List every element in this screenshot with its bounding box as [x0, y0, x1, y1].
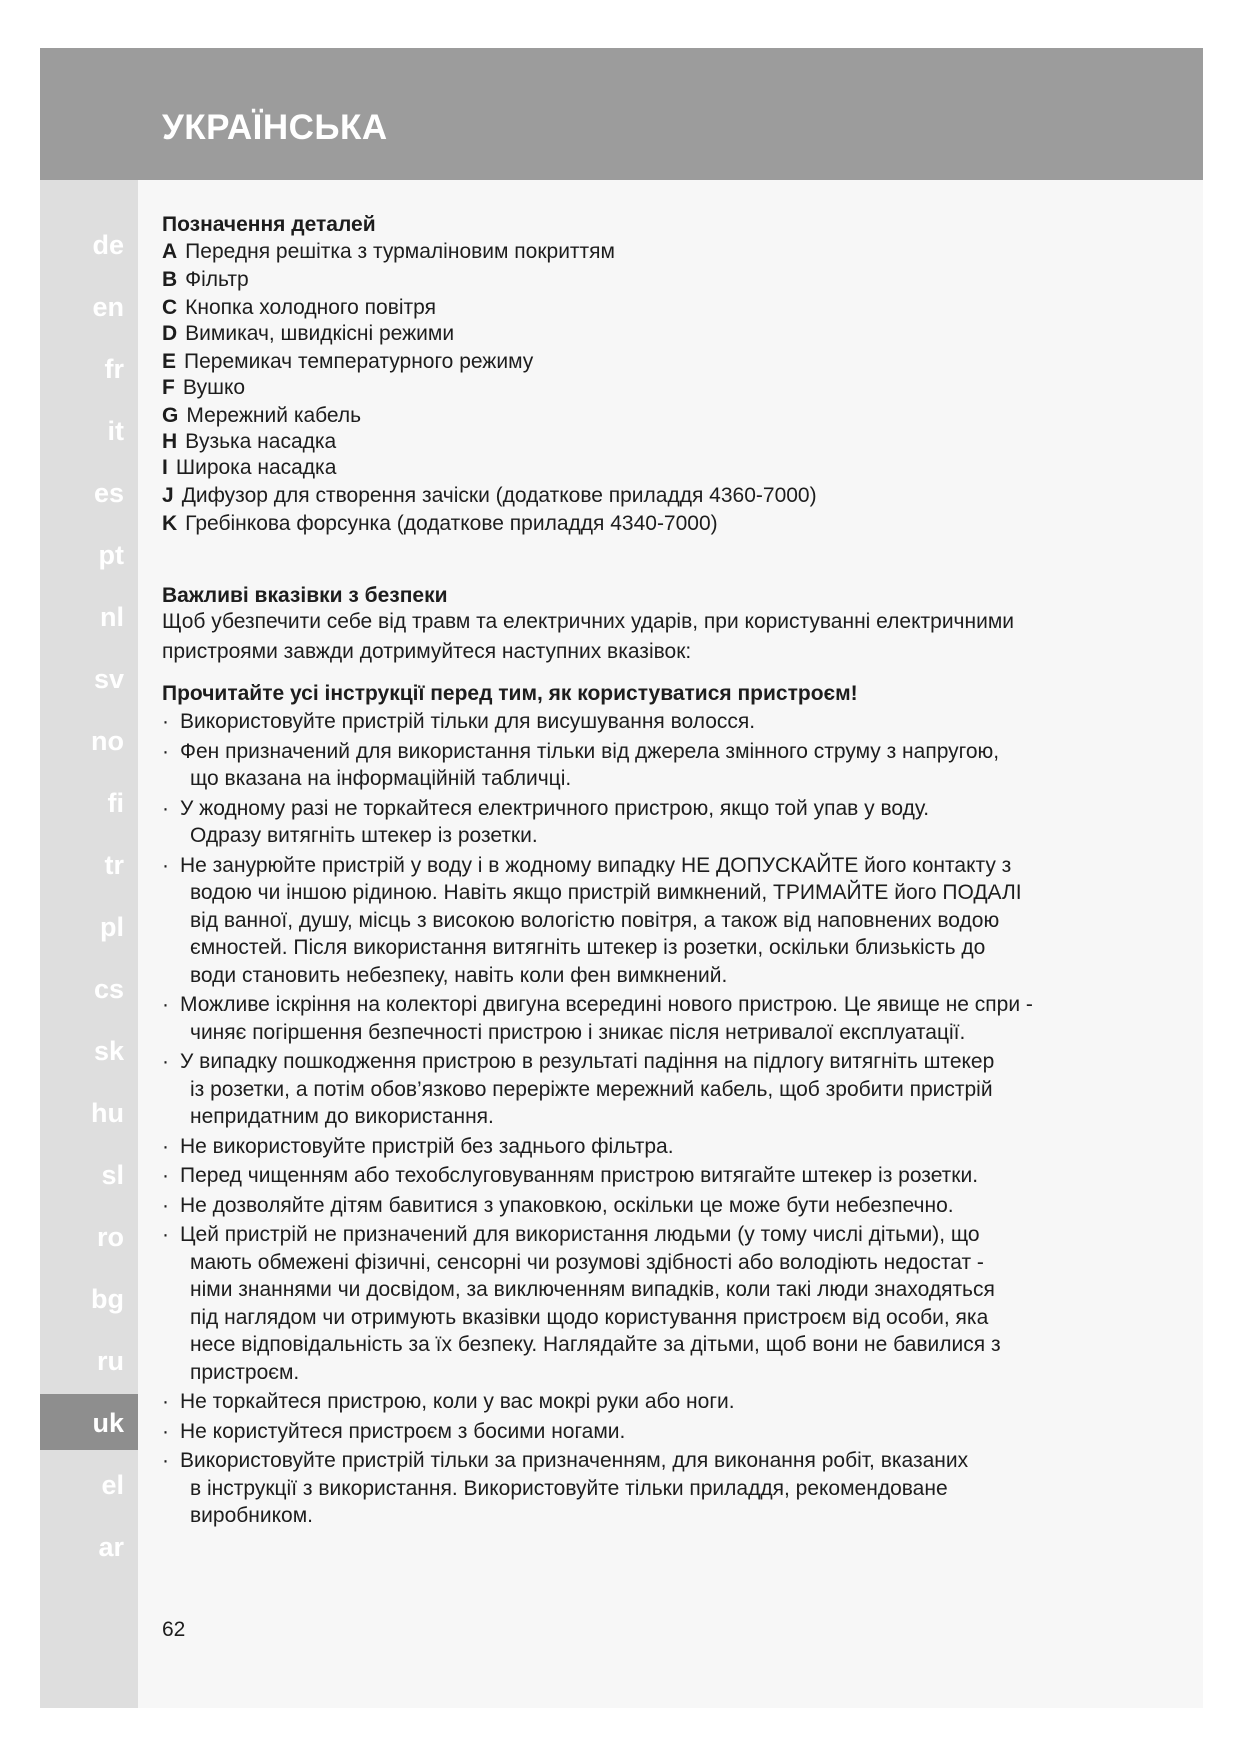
safety-intro-line: пристроями завжди дотримуйтеся наступних вказівок:: [162, 640, 692, 663]
part-item: [162, 240, 615, 264]
safety-bullet-item: [162, 854, 1011, 878]
bullet-dot: ·: [162, 1050, 169, 1073]
part-item: [162, 376, 245, 400]
part-letter: J: [162, 484, 174, 507]
safety-bullet-item: [162, 710, 755, 734]
part-label: Передня решітка з турмаліновим покриттям: [185, 240, 615, 263]
part-label: Кнопка холодного повітря: [185, 296, 436, 319]
part-letter: H: [162, 430, 178, 453]
safety-bullet-item: [162, 1164, 978, 1188]
safety-bullet-text: несе відповідальність за їх безпеку. Наглядайте за дітьми, щоб вони не бавилися з: [190, 1333, 1001, 1356]
language-tab-en[interactable]: en: [92, 292, 124, 322]
language-tab-sl[interactable]: sl: [101, 1160, 124, 1190]
safety-bullet-continuation: [190, 964, 727, 988]
part-letter: K: [162, 512, 178, 535]
bullet-dot: ·: [162, 1390, 169, 1413]
language-tab-el[interactable]: el: [101, 1470, 124, 1500]
safety-bullet-text: Не торкайтеся пристрою, коли у вас мокрі руки або ноги.: [180, 1390, 735, 1413]
bullet-dot: ·: [162, 740, 169, 763]
language-tab-fi[interactable]: fi: [107, 788, 124, 818]
bullet-dot: ·: [162, 1223, 169, 1246]
safety-bullet-text: чиняє погіршення безпечності пристрою і зникає після нетривалої експлуатації.: [190, 1021, 966, 1044]
bullet-dot: ·: [162, 710, 169, 733]
part-item: [162, 350, 533, 374]
safety-bullet-text: німи знаннями чи досвідом, за виключенням випадків, коли такі люди знаходяться: [190, 1278, 995, 1301]
bullet-dot: ·: [162, 797, 169, 820]
part-label: Мережний кабель: [186, 404, 362, 427]
safety-bullet-text: У жодному разі не торкайтеся електричного пристрою, якщо той упав у воду.: [180, 797, 930, 820]
safety-bullet-continuation: [190, 1306, 988, 1330]
part-label: Перемикач температурного режиму: [184, 350, 534, 373]
safety-bullet-item: [162, 797, 929, 821]
safety-bullet-text: ємностей. Після використання витягніть штекер із розетки, оскільки близькість до: [190, 936, 986, 959]
part-letter: B: [162, 268, 178, 291]
safety-bullet-continuation: [190, 1504, 313, 1528]
safety-bullet-continuation: [190, 936, 985, 960]
safety-bullet-continuation: [190, 1078, 993, 1102]
page-number: 62: [162, 1618, 186, 1641]
safety-bullet-continuation: [190, 1105, 494, 1129]
safety-bullet-text: водою чи іншою рідиною. Навіть якщо пристрій вимкнений, ТРИМАЙТЕ його ПОДАЛІ: [190, 881, 1022, 904]
safety-bullet-text: в інструкції з використання. Використовуйте тільки приладдя, рекомендоване: [190, 1477, 948, 1500]
part-label: Вушко: [182, 376, 246, 399]
part-item: [162, 484, 817, 508]
part-label: Вузька насадка: [185, 430, 337, 453]
safety-bullet-continuation: [190, 1333, 1001, 1357]
safety-bullet-continuation: [190, 824, 538, 848]
part-item: [162, 322, 454, 346]
safety-bullet-text: виробником.: [190, 1504, 313, 1527]
safety-subheading: Прочитайте усі інструкції перед тим, як користуватися пристроєм!: [162, 682, 858, 705]
language-tab-fr[interactable]: fr: [104, 354, 124, 384]
part-item: [162, 296, 436, 320]
safety-bullet-item: [162, 1390, 735, 1414]
language-tab-ar[interactable]: ar: [98, 1532, 124, 1562]
safety-bullet-text: непридатним до використання.: [190, 1105, 494, 1128]
parts-heading: Позначення деталей: [162, 213, 376, 236]
language-tab-pl[interactable]: pl: [100, 912, 124, 942]
language-tab-pt[interactable]: pt: [98, 540, 124, 570]
language-tab-bg[interactable]: bg: [91, 1284, 124, 1314]
safety-bullet-text: мають обмежені фізичні, сенсорні чи розумові здібності або володіють недостат -: [190, 1251, 984, 1274]
safety-bullet-text: під наглядом чи отримують вказівки щодо користування пристроєм від особи, яка: [190, 1306, 989, 1329]
safety-bullet-text: води становить небезпеку, навіть коли фен вимкнений.: [190, 964, 728, 987]
part-item: [162, 268, 249, 292]
page-title: УКРАЇНСЬКА: [162, 108, 388, 147]
safety-bullet-text: Не дозволяйте дітям бавитися з упаковкою, оскільки це може бути небезпечно.: [180, 1194, 954, 1217]
safety-heading: Важливі вказівки з безпеки: [162, 584, 448, 607]
part-label: Вимикач, швидкісні режими: [185, 322, 455, 345]
language-tab-es[interactable]: es: [93, 478, 124, 508]
safety-bullet-text: Фен призначений для використання тільки від джерела змінного струму з напругою,: [180, 740, 1000, 763]
safety-bullet-text: Використовуйте пристрій тільки за призначенням, для виконання робіт, вказаних: [180, 1449, 969, 1472]
safety-bullet-continuation: [190, 881, 1022, 905]
safety-bullet-continuation: [190, 1361, 299, 1385]
safety-bullet-text: пристроєм.: [190, 1361, 300, 1384]
language-tab-sk[interactable]: sk: [93, 1036, 124, 1066]
language-tab-cs[interactable]: cs: [93, 974, 124, 1004]
safety-bullet-text: що вказана на інформаційній табличці.: [190, 767, 572, 790]
safety-bullet-item: [162, 1194, 954, 1218]
safety-bullet-text: Можливе іскріння на колекторі двигуна всередині нового пристрою. Це явище не спри -: [180, 993, 1033, 1016]
part-label: Фільтр: [185, 268, 249, 291]
language-tab-uk[interactable]: uk: [92, 1408, 124, 1438]
language-tab-nl[interactable]: nl: [100, 602, 124, 632]
language-tab-no[interactable]: no: [91, 726, 124, 756]
safety-bullet-item: [162, 1449, 968, 1473]
language-tab-sv[interactable]: sv: [93, 664, 124, 694]
safety-bullet-text: від ванної, душу, місць з високою вологістю повітря, а також від наповнених водою: [190, 909, 1000, 932]
safety-bullet-item: [162, 1420, 625, 1444]
safety-bullet-continuation: [190, 1477, 948, 1501]
safety-intro-line: Щоб убезпечити себе від травм та електричних ударів, при користуванні електричними: [162, 610, 1014, 633]
part-letter: A: [162, 240, 178, 263]
part-item: [162, 456, 336, 480]
part-letter: C: [162, 296, 178, 319]
bullet-dot: ·: [162, 1164, 169, 1187]
safety-bullet-text: Не використовуйте пристрій без заднього фільтра.: [180, 1135, 674, 1158]
bullet-dot: ·: [162, 1194, 169, 1217]
part-letter: F: [162, 376, 175, 399]
part-letter: D: [162, 322, 178, 345]
language-tab-it[interactable]: it: [107, 416, 124, 446]
language-tab-de[interactable]: de: [92, 230, 124, 260]
part-label: Гребінкова форсунка (додаткове приладдя 4340-7000): [185, 512, 718, 535]
part-letter: I: [162, 456, 168, 479]
language-tab-hu[interactable]: hu: [91, 1098, 124, 1128]
part-letter: G: [162, 404, 179, 427]
safety-bullet-text: У випадку пошкодження пристрою в результаті падіння на підлогу витягніть штекер: [180, 1050, 995, 1073]
safety-bullet-continuation: [190, 1278, 995, 1302]
bullet-dot: ·: [162, 993, 169, 1016]
safety-bullet-continuation: [190, 909, 999, 933]
part-item: [162, 430, 336, 454]
safety-bullet-item: [162, 1050, 994, 1074]
safety-bullet-continuation: [190, 767, 571, 791]
safety-bullet-text: Одразу витягніть штекер із розетки.: [190, 824, 538, 847]
part-letter: E: [162, 350, 177, 373]
safety-bullet-text: Використовуйте пристрій тільки для висушування волосся.: [180, 710, 756, 733]
part-item: [162, 404, 361, 428]
language-tab-tr[interactable]: tr: [104, 850, 124, 880]
bullet-dot: ·: [162, 1135, 169, 1158]
safety-bullet-item: [162, 740, 999, 764]
bullet-dot: ·: [162, 1449, 169, 1472]
safety-bullet-text: Цей пристрій не призначений для використання людьми (у тому числі дітьми), що: [180, 1223, 980, 1246]
safety-bullet-text: Не занурюйте пристрій у воду і в жодному випадку НЕ ДОПУСКАЙТЕ його контакту з: [180, 854, 1012, 877]
safety-bullet-item: [162, 993, 1033, 1017]
safety-bullet-text: Не користуйтеся пристроєм з босими ногами.: [180, 1420, 626, 1443]
safety-bullet-item: [162, 1223, 980, 1247]
bullet-dot: ·: [162, 1420, 169, 1443]
language-tab-ro[interactable]: ro: [97, 1222, 124, 1252]
safety-bullet-continuation: [190, 1251, 984, 1275]
part-item: [162, 512, 718, 536]
bullet-dot: ·: [162, 854, 169, 877]
part-label: Дифузор для створення зачіски (додаткове приладдя 4360-7000): [181, 484, 817, 507]
safety-bullet-item: [162, 1135, 674, 1159]
safety-bullet-text: Перед чищенням або техобслуговуванням пристрою витягайте штекер із розетки.: [180, 1164, 979, 1187]
safety-bullet-continuation: [190, 1021, 965, 1045]
language-tab-ru[interactable]: ru: [97, 1346, 124, 1376]
safety-bullet-text: із розетки, а потім обов’язково переріжте мережний кабель, щоб зробити пристрій: [190, 1078, 993, 1101]
part-label: Широка насадка: [175, 456, 337, 479]
